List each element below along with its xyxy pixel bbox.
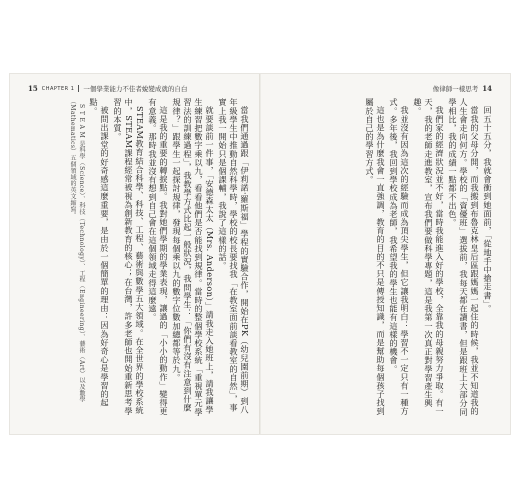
left-page-body — [24, 98, 250, 418]
left-paragraph: 就要談前一件事，「安德森太太（Mrs. Anderson）」請我走入她班上，請我讓學生練習把數字乘以九，看看他們是否能找到規律。當時的整個學校系統「重視單元學習法的訓練過程」，我教學方式比起一般狀況，我問學生：「你們有沒有注意到什麼規律？」跟學生一起探討規律，發現每個乘以九的數字位數加總都等於九。 — [172, 98, 215, 417]
left-running-head — [28, 84, 187, 93]
right-paragraph: 我們家的經濟狀況並不好，當時我能進入好的學校，全靠我的母親努力爭取。有一天，我的老師走進教室，宣布我們要做科學專題，這是我第一次真正對學習產生興趣。 — [413, 98, 445, 416]
left-paragraph: STEAM教育結合科學、科技、工程、藝術與數學五大領域。在全世界的學校系統中，STEAM課程經常被視為創新教育的核心；在台灣，許多老師也開始重新思考學習的本質。 — [113, 98, 145, 416]
right-paragraph: 當我的父母分開，而我搬到布魯克林皇后區跟媽媽一起住的時候，我並不知道我的人生會走向何方。學校的「資優班」選拔前，我每天都在讀書，但是跟班上大部分同學相比，我的成績一點都不出色。 — [448, 98, 480, 417]
left-page-number: 15 — [28, 84, 38, 93]
right-running-title: 像律師一樣思考 — [432, 85, 479, 93]
book-gutter — [259, 74, 261, 434]
left-paragraph: 這是我的重要的轉捩點。我對她們學期的學業表現，讓過的「小小的動作」變得更有意義。那時我並沒有想到自己會在這個領域走得這麼遠。 — [148, 98, 169, 416]
left-paragraph: 被問出課堂的好奇感這麼重要，是由於一個簡單的理由：因為好奇心是學習的起點。 — [89, 98, 110, 408]
book-spread — [10, 74, 510, 434]
right-paragraph: 回五十五分，我就會衝到她面前，「從地手中搶走書」。 — [483, 106, 493, 313]
right-paragraph: 我並沒有因為這次的經驗而成為頂尖學生，但它讓我明白：學習不一定只有一種方式。多年後，我回到學校成為老師，我希望我的學生也能有這樣的機會。 — [389, 98, 410, 416]
left-running-title: 一個學業能力不佳者蛻變成就的自白 — [83, 85, 188, 93]
left-footnote: S T E A M 是科學（Science）、科技（Technology）、工程（Engineering）、藝術（Art）以及數學（Mathematics）五個領域的英文縮寫。 — [69, 98, 85, 403]
left-paragraph: 當我們通過跟「伊莉諾·羅斯福」學程的實驗合作，開始在PK（幼兒園前期）到八年級學生中推動自然科學時，學校的校長要找我「在教室面前談看教室的自然」，事實上我一開始只是個課輔，我說了這樣的話。 — [218, 98, 250, 415]
right-running-head — [433, 84, 492, 93]
right-page-number: 14 — [482, 84, 492, 93]
right-page-body — [269, 98, 493, 418]
chapter-label: CHAPTER 1 — [41, 85, 75, 92]
right-paragraph: 這也是為什麼我會一直強調，教育的目的不只是傳授知識，而是幫助每個孩子找到屬於自己的學習方式。 — [365, 98, 386, 416]
header-divider — [78, 85, 79, 92]
